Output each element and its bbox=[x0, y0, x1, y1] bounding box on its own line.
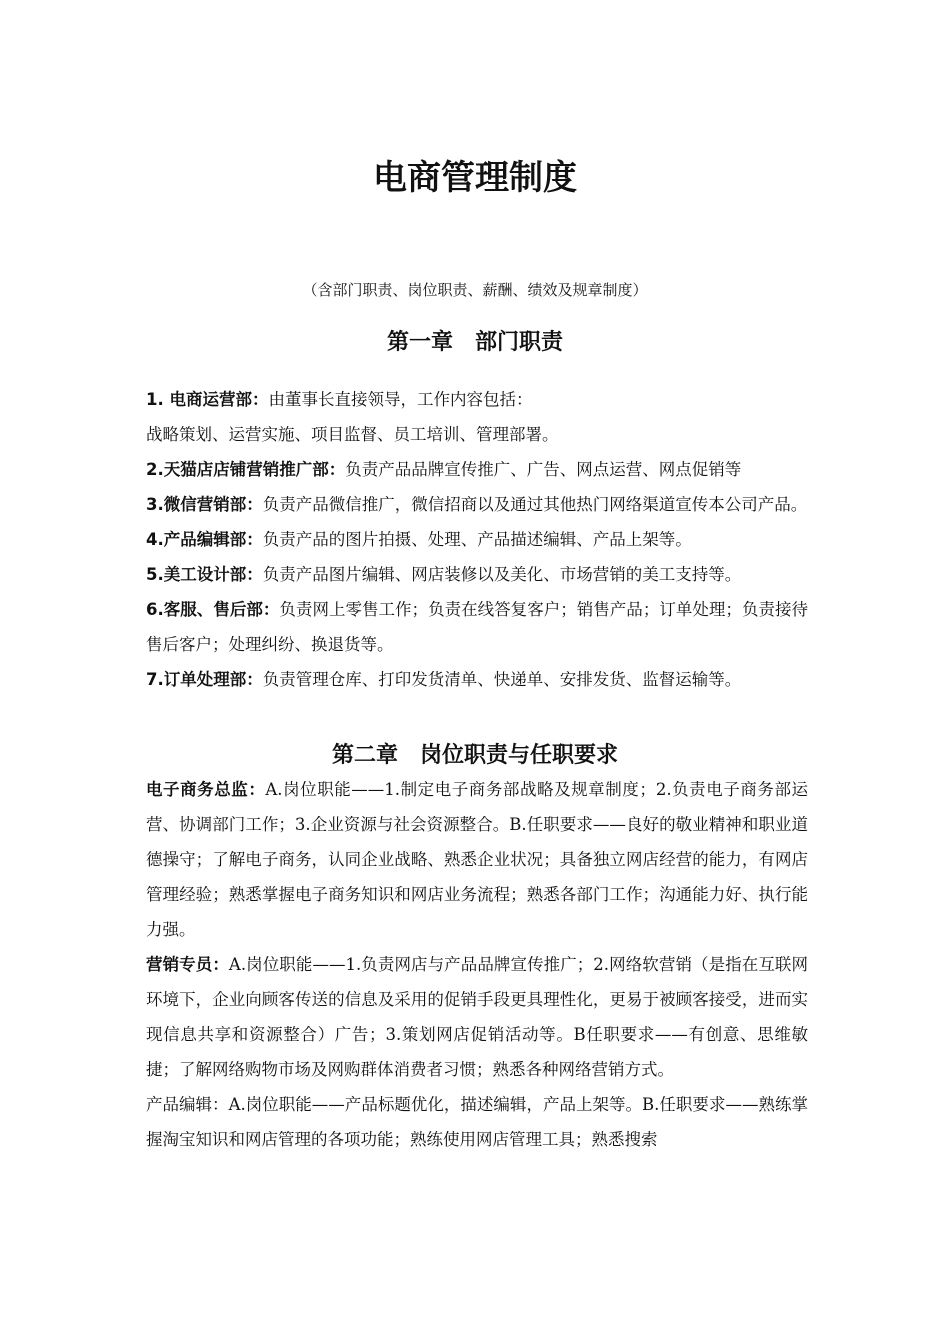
chapter-2-number: 第二章 bbox=[331, 743, 398, 768]
dept-text: 负责网上零售工作；负责在线答复客户；销售产品；订单处理；负责接待售后客户；处理纠纷、换退货等。 bbox=[146, 600, 809, 654]
document-title: 电商管理制度 bbox=[373, 158, 577, 198]
chapter-2-name: 岗位职责与任职要求 bbox=[420, 743, 619, 768]
dept-item bbox=[146, 382, 808, 417]
dept-text: 由董事长直接领导，工作内容包括： bbox=[268, 390, 533, 409]
chapter-1-body bbox=[146, 382, 808, 697]
chapter-2-body bbox=[146, 772, 808, 1157]
dept-item bbox=[146, 522, 808, 557]
dept-item bbox=[146, 557, 808, 592]
dept-text: 负责产品品牌宣传推广、广告、网点运营、网点促销等 bbox=[345, 460, 742, 479]
position-item bbox=[146, 1087, 808, 1157]
dept-item bbox=[146, 592, 808, 662]
dept-label: 3.微信营销部： bbox=[146, 495, 263, 514]
dept-text: 战略策划、运营实施、项目监督、员工培训、管理部署。 bbox=[146, 425, 559, 444]
position-label: 电子商务总监： bbox=[146, 780, 266, 799]
position-text: A.岗位职能——1.负责网店与产品品牌宣传推广；2.网络软营销（是指在互联网环境下，企业向顾客传送的信息及采用的促销手段更具理性化，更易于被顾客接受，进而实现信息共享和资源整合）广告；3.策划网店促销活动等。B任职要求——有创意、思维敏捷；了解网络购物市场及网购群体消费者习惯；熟悉各种网络营销方式。 bbox=[146, 955, 809, 1079]
dept-label: 6.客服、售后部： bbox=[146, 600, 280, 619]
dept-item bbox=[146, 452, 808, 487]
dept-label: 7.订单处理部： bbox=[146, 670, 263, 689]
position-item bbox=[146, 947, 808, 1087]
dept-item bbox=[146, 417, 808, 452]
dept-text: 负责产品微信推广，微信招商以及通过其他热门网络渠道宣传本公司产品。 bbox=[262, 495, 808, 514]
dept-text: 负责产品图片编辑、网店装修以及美化、市场营销的美工支持等。 bbox=[262, 565, 742, 584]
chapter-1-number: 第一章 bbox=[386, 330, 453, 355]
dept-text: 负责产品的图片拍摄、处理、产品描述编辑、产品上架等。 bbox=[262, 530, 692, 549]
dept-label: 5.美工设计部： bbox=[146, 565, 263, 584]
dept-text: 负责管理仓库、打印发货清单、快递单、安排发货、监督运输等。 bbox=[262, 670, 742, 689]
dept-label: 2.天猫店店铺营销推广部： bbox=[146, 460, 346, 479]
chapter-1-name: 部门职责 bbox=[475, 330, 564, 355]
position-item bbox=[146, 772, 808, 947]
chapter-2-heading bbox=[0, 738, 950, 769]
position-text: A.岗位职能——1.制定电子商务部战略及规章制度；2.负责电子商务部运营、协调部门工作；3.企业资源与社会资源整合。B.任职要求——良好的敬业精神和职业道德操守；了解电子商务，认同企业战略、熟悉企业状况；具备独立网店经营的能力，有网店管理经验；熟悉掌握电子商务知识和网店业务流程；熟悉各部门工作；沟通能力好、执行能力强。 bbox=[146, 780, 808, 939]
dept-item bbox=[146, 487, 808, 522]
dept-label: 1. 电商运营部： bbox=[146, 390, 269, 409]
position-label: 营销专员： bbox=[146, 955, 229, 974]
chapter-1-heading bbox=[0, 325, 950, 356]
dept-item bbox=[146, 662, 808, 697]
document-subtitle: （含部门职责、岗位职责、薪酬、绩效及规章制度） bbox=[302, 281, 648, 299]
dept-label: 4.产品编辑部： bbox=[146, 530, 263, 549]
position-text: 产品编辑：A.岗位职能——产品标题优化，描述编辑，产品上架等。B.任职要求——熟练掌握淘宝知识和网店管理的各项功能；熟练使用网店管理工具；熟悉搜索 bbox=[146, 1095, 808, 1149]
